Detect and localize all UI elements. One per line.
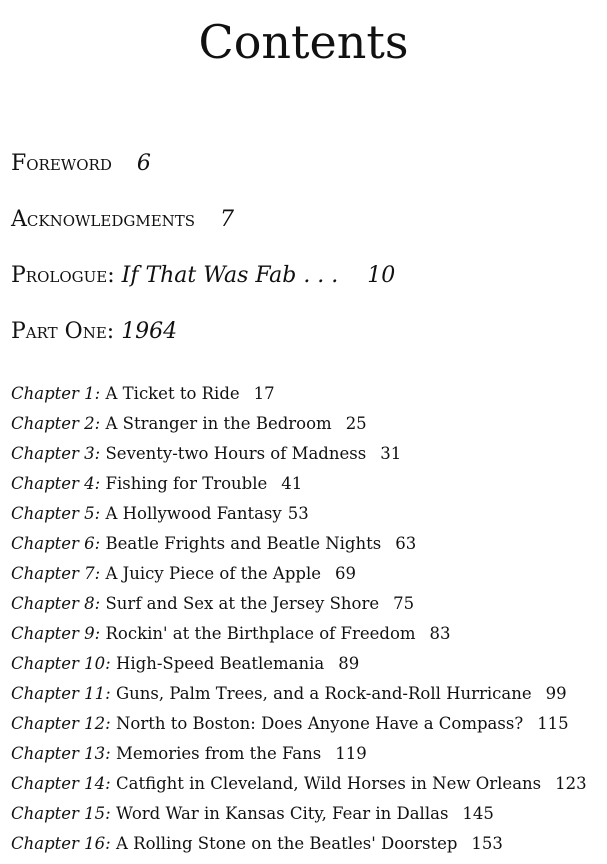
chapter-label: Chapter 5: bbox=[11, 504, 101, 523]
chapter-entry bbox=[11, 411, 587, 441]
chapter-label: Chapter 1: bbox=[11, 384, 101, 403]
toc-entry-acknowledgments bbox=[11, 206, 234, 234]
chapter-label: Chapter 4: bbox=[11, 474, 101, 493]
chapter-label: Chapter 7: bbox=[11, 564, 101, 583]
chapter-entry bbox=[11, 591, 587, 621]
chapter-title: Word War in Kansas City, Fear in Dallas bbox=[115, 804, 449, 823]
toc-entry-foreword bbox=[11, 150, 151, 178]
page-title: Contents bbox=[198, 15, 409, 69]
chapter-title: High-Speed Beatlemania bbox=[115, 654, 325, 673]
chapter-label: Chapter 3: bbox=[11, 444, 101, 463]
chapter-title: A Hollywood Fantasy bbox=[105, 504, 282, 523]
chapter-title: Seventy-two Hours of Madness bbox=[105, 444, 367, 463]
chapter-title: Surf and Sex at the Jersey Shore bbox=[105, 594, 380, 613]
chapter-page: 145 bbox=[462, 804, 494, 823]
chapter-list bbox=[11, 381, 587, 861]
chapter-page: 69 bbox=[335, 564, 357, 583]
part-one-year: 1964 bbox=[121, 319, 178, 344]
chapter-entry bbox=[11, 561, 587, 591]
part-one-label: Part One: bbox=[11, 319, 115, 344]
chapter-page: 119 bbox=[335, 744, 367, 763]
chapter-label: Chapter 13: bbox=[11, 744, 111, 763]
chapter-page: 31 bbox=[380, 444, 402, 463]
chapter-entry bbox=[11, 801, 587, 831]
prologue-label: Prologue: bbox=[11, 263, 115, 288]
chapter-entry bbox=[11, 531, 587, 561]
chapter-entry bbox=[11, 711, 587, 741]
chapter-label: Chapter 12: bbox=[11, 714, 111, 733]
chapter-entry bbox=[11, 831, 587, 861]
chapter-page: 63 bbox=[395, 534, 417, 553]
toc-entry-part-one bbox=[11, 318, 177, 346]
foreword-label: Foreword bbox=[11, 151, 112, 176]
chapter-entry bbox=[11, 501, 587, 531]
acknowledgments-label: Acknowledgments bbox=[11, 207, 196, 232]
chapter-title: A Stranger in the Bedroom bbox=[105, 414, 332, 433]
chapter-entry bbox=[11, 771, 587, 801]
chapter-label: Chapter 8: bbox=[11, 594, 101, 613]
chapter-page: 153 bbox=[471, 834, 503, 853]
chapter-label: Chapter 15: bbox=[11, 804, 111, 823]
chapter-label: Chapter 11: bbox=[11, 684, 111, 703]
chapter-label: Chapter 6: bbox=[11, 534, 101, 553]
acknowledgments-page: 7 bbox=[220, 207, 235, 232]
chapter-title: Rockin' at the Birthplace of Freedom bbox=[105, 624, 416, 643]
chapter-page: 123 bbox=[555, 774, 587, 793]
chapter-entry bbox=[11, 441, 587, 471]
chapter-entry bbox=[11, 621, 587, 651]
chapter-label: Chapter 16: bbox=[11, 834, 111, 853]
chapter-label: Chapter 2: bbox=[11, 414, 101, 433]
foreword-page: 6 bbox=[136, 151, 151, 176]
chapter-entry bbox=[11, 651, 587, 681]
chapter-title: Guns, Palm Trees, and a Rock-and-Roll Hurricane bbox=[115, 684, 532, 703]
chapter-title: A Juicy Piece of the Apple bbox=[105, 564, 322, 583]
chapter-entry bbox=[11, 381, 587, 411]
chapter-label: Chapter 10: bbox=[11, 654, 111, 673]
chapter-entry bbox=[11, 471, 587, 501]
chapter-title: A Ticket to Ride bbox=[105, 384, 240, 403]
chapter-page: 53 bbox=[287, 504, 309, 523]
chapter-page: 41 bbox=[281, 474, 303, 493]
chapter-entry bbox=[11, 741, 587, 771]
chapter-title: North to Boston: Does Anyone Have a Compass? bbox=[115, 714, 524, 733]
chapter-page: 17 bbox=[253, 384, 275, 403]
chapter-page: 83 bbox=[429, 624, 451, 643]
prologue-subtitle: If That Was Fab . . . bbox=[121, 263, 339, 288]
chapter-page: 25 bbox=[345, 414, 367, 433]
chapter-title: Catfight in Cleveland, Wild Horses in New Orleans bbox=[115, 774, 542, 793]
chapter-page: 75 bbox=[393, 594, 415, 613]
chapter-title: Memories from the Fans bbox=[115, 744, 322, 763]
chapter-page: 89 bbox=[338, 654, 360, 673]
toc-entry-prologue bbox=[11, 262, 395, 290]
chapter-page: 115 bbox=[537, 714, 569, 733]
chapter-title: Beatle Frights and Beatle Nights bbox=[105, 534, 382, 553]
prologue-page: 10 bbox=[367, 263, 396, 288]
chapter-title: A Rolling Stone on the Beatles' Doorstep bbox=[115, 834, 458, 853]
chapter-label: Chapter 9: bbox=[11, 624, 101, 643]
chapter-label: Chapter 14: bbox=[11, 774, 111, 793]
chapter-entry bbox=[11, 681, 587, 711]
chapter-title: Fishing for Trouble bbox=[105, 474, 268, 493]
chapter-page: 99 bbox=[545, 684, 567, 703]
